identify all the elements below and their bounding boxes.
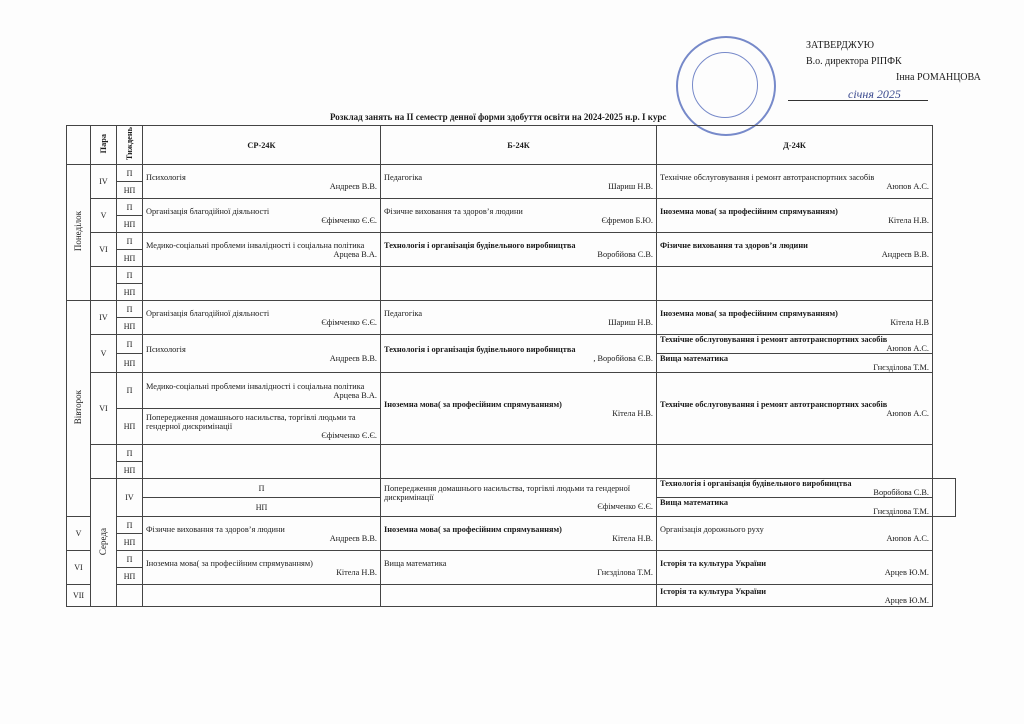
week-p: П xyxy=(117,301,143,318)
lesson-cell: Медико-соціальні проблеми інвалідності і соціальна політика Арцева В.А. xyxy=(143,233,381,267)
para-label: IV xyxy=(91,165,117,199)
para-label: V xyxy=(91,199,117,233)
lesson-cell: Педагогіка Шариш Н.В. xyxy=(381,301,657,335)
header-row xyxy=(67,126,956,165)
lesson-cell: Технологія і організація будівельного виробництва Воробйова С.В. xyxy=(381,233,657,267)
lesson-cell: Організація дорожнього руху Аюпов А.С. xyxy=(657,517,933,551)
approval-date: січня 2025 xyxy=(788,86,928,101)
lesson-cell: Попередження домашнього насильства, торгівлі людьми та гендерної дискримінації Єфімченко Є.Є. xyxy=(143,409,381,445)
week-np: НП xyxy=(117,534,143,551)
para-label: VI xyxy=(67,551,91,585)
lesson-cell: Фізичне виховання та здоров’я людини Андреєв В.В. xyxy=(143,517,381,551)
week-p: П xyxy=(117,267,143,284)
col-group-1: СР-24К xyxy=(143,126,381,165)
col-group-2: Б-24К xyxy=(381,126,657,165)
lesson-cell: Медико-соціальні проблеми інвалідності і соціальна політика Арцева В.А. xyxy=(143,373,381,409)
para-label: IV xyxy=(117,479,143,517)
week-np: НП xyxy=(117,354,143,373)
lesson-cell: Фізичне виховання та здоров’я людини Єфремов Б.Ю. xyxy=(381,199,657,233)
week-np: НП xyxy=(117,284,143,301)
week-np: НП xyxy=(117,462,143,479)
week-p: П xyxy=(117,335,143,354)
lesson-cell: Фізичне виховання та здоров’я людини Андреєв В.В. xyxy=(657,233,933,267)
week-p: П xyxy=(117,165,143,182)
lesson-cell: Іноземна мова( за професійним спрямуванням) Кітела Н.В. xyxy=(381,517,657,551)
week-p: П xyxy=(117,551,143,568)
week-np: НП xyxy=(143,498,381,517)
para-label: V xyxy=(91,335,117,373)
day-monday: Понеділок xyxy=(67,165,91,301)
lesson-cell: Вища математика Гнєзділова Т.М. xyxy=(657,498,933,517)
para-label: IV xyxy=(91,301,117,335)
schedule-table xyxy=(66,125,956,607)
lesson-cell: Педагогіка Шариш Н.В. xyxy=(381,165,657,199)
week-p: П xyxy=(117,517,143,534)
lesson-cell: Вища математика Гнєзділова Т.М. xyxy=(657,354,933,373)
para-label: VI xyxy=(91,373,117,445)
day-tuesday: Вівторок xyxy=(67,301,91,517)
lesson-cell: Попередження домашнього насильства, торгівлі людьми та гендерної дискримінації Єфімченко Є.Є. xyxy=(381,479,657,517)
para-label: VII xyxy=(67,585,91,607)
col-group-3: Д-24К xyxy=(657,126,933,165)
day-wednesday: Середа xyxy=(91,479,117,607)
week-p: П xyxy=(117,445,143,462)
lesson-cell: Організація благодійної діяльності Єфімченко Є.Є. xyxy=(143,301,381,335)
para-label: V xyxy=(67,517,91,551)
week-p: П xyxy=(117,199,143,216)
lesson-cell: Технічне обслуговування і ремонт автотранспортних засобів Аюпов А.С. xyxy=(657,335,933,354)
lesson-cell: Іноземна мова( за професійним спрямуванням) Кітела Н.В. xyxy=(381,373,657,445)
lesson-cell: Технічне обслуговування і ремонт автотранспортних засобів Аюпов А.С. xyxy=(657,165,933,199)
lesson-cell: Технологія і організація будівельного виробництва , Воробйова Є.В. xyxy=(381,335,657,373)
lesson-cell: Історія та культура України Арцев Ю.М. xyxy=(657,551,933,585)
week-np: НП xyxy=(117,568,143,585)
lesson-cell: Вища математика Гнєзділова Т.М. xyxy=(381,551,657,585)
week-np: НП xyxy=(117,409,143,445)
lesson-cell: Іноземна мова( за професійним спрямуванням) Кітела Н.В. xyxy=(143,551,381,585)
official-stamp xyxy=(676,36,776,136)
lesson-cell: Технологія і організація будівельного виробництва Воробйова С.В. xyxy=(657,479,933,498)
week-p: П xyxy=(117,233,143,250)
lesson-cell: Психологія Андреєв В.В. xyxy=(143,335,381,373)
col-week: Тиждень xyxy=(117,126,143,165)
week-np: НП xyxy=(117,250,143,267)
week-p: П xyxy=(117,373,143,409)
lesson-cell: Організація благодійної діяльності Єфімченко Є.Є. xyxy=(143,199,381,233)
lesson-cell: Іноземна мова( за професійним спрямуванням) Кітела Н.В xyxy=(657,301,933,335)
lesson-cell: Історія та культура України Арцев Ю.М. xyxy=(657,585,933,607)
week-np: НП xyxy=(117,318,143,335)
para-label: VI xyxy=(91,233,117,267)
approval-title: ЗАТВЕРДЖУЮ xyxy=(806,40,875,51)
lesson-cell: Психологія Андреєв В.В. xyxy=(143,165,381,199)
approval-role: В.о. директора РІПФК xyxy=(806,56,902,67)
lesson-cell: Іноземна мова( за професійним спрямуванням) Кітела Н.В. xyxy=(657,199,933,233)
week-p: П xyxy=(143,479,381,498)
week-np: НП xyxy=(117,216,143,233)
schedule-heading: Розклад занять на ІІ семестр денної форми здобуття освіти на 2024-2025 н.р. І курс xyxy=(330,112,667,122)
lesson-cell: Технічне обслуговування і ремонт автотранспортних засобів Аюпов А.С. xyxy=(657,373,933,445)
week-np: НП xyxy=(117,182,143,199)
col-para: Пара xyxy=(91,126,117,165)
approval-name: Інна РОМАНЦОВА xyxy=(896,72,981,83)
